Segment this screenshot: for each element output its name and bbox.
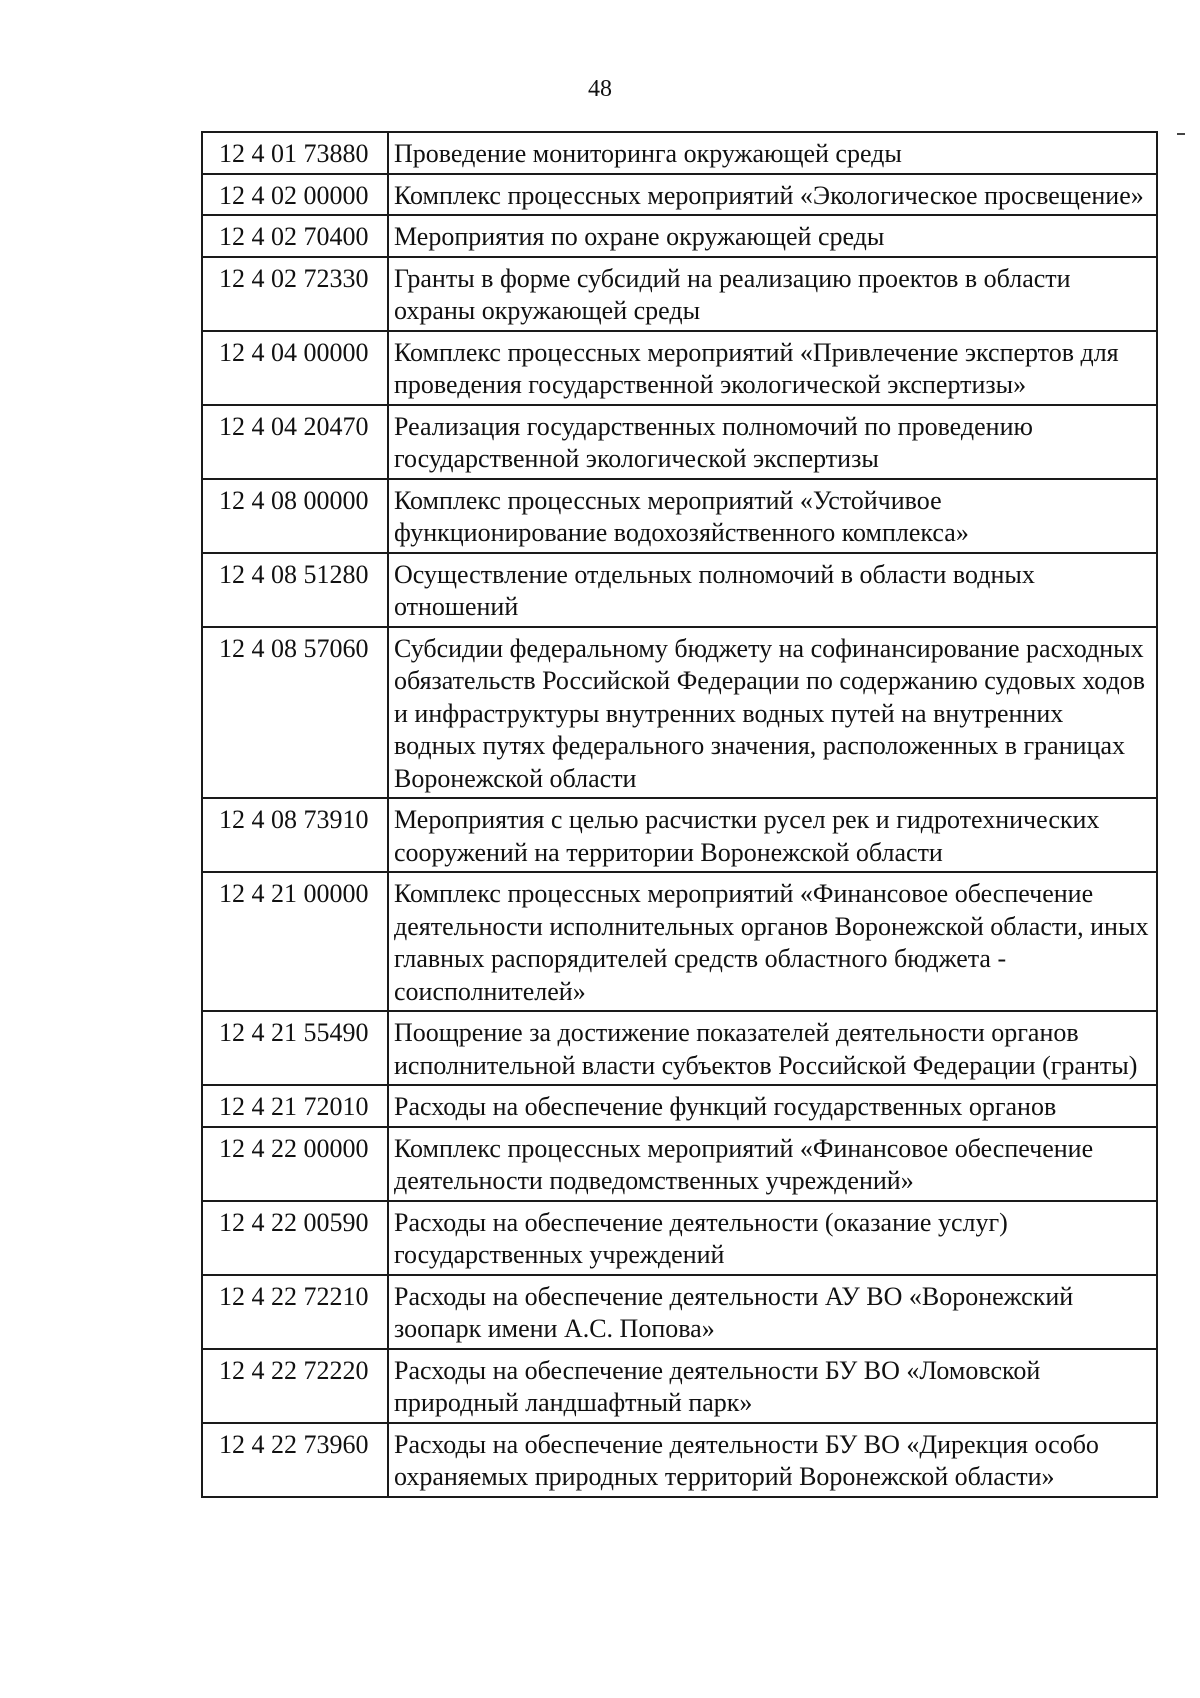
budget-code-cell: 12 4 01 73880 — [202, 132, 388, 174]
expense-description-cell: Мероприятия по охране окружающей среды — [388, 215, 1157, 257]
budget-code-cell: 12 4 04 20470 — [202, 405, 388, 479]
budget-code-cell: 12 4 08 57060 — [202, 627, 388, 799]
budget-code-cell: 12 4 21 72010 — [202, 1085, 388, 1127]
expense-description-cell: Комплекс процессных мероприятий «Привлечение экспертов для проведения государственной экологической экспертизы» — [388, 331, 1157, 405]
budget-code-cell: 12 4 22 73960 — [202, 1423, 388, 1497]
budget-code-cell: 12 4 21 00000 — [202, 872, 388, 1011]
expense-description-cell: Комплекс процессных мероприятий «Экологическое просвещение» — [388, 174, 1157, 216]
expense-description-cell: Расходы на обеспечение функций государственных органов — [388, 1085, 1157, 1127]
budget-code-cell: 12 4 02 00000 — [202, 174, 388, 216]
expense-description-cell: Осуществление отдельных полномочий в области водных отношений — [388, 553, 1157, 627]
expense-description-cell: Расходы на обеспечение деятельности АУ ВО «Воронежский зоопарк имени А.С. Попова» — [388, 1275, 1157, 1349]
budget-codes-table — [201, 131, 1158, 1498]
expense-description-cell: Гранты в форме субсидий на реализацию проектов в области охраны окружающей среды — [388, 257, 1157, 331]
table-row — [202, 1127, 1157, 1201]
expense-description-cell: Расходы на обеспечение деятельности БУ ВО «Ломовской природный ландшафтный парк» — [388, 1349, 1157, 1423]
budget-code-cell: 12 4 08 73910 — [202, 798, 388, 872]
expense-description-cell: Комплекс процессных мероприятий «Финансовое обеспечение деятельности подведомственных учреждений» — [388, 1127, 1157, 1201]
budget-code-cell: 12 4 08 00000 — [202, 479, 388, 553]
table-row — [202, 1085, 1157, 1127]
budget-code-cell: 12 4 21 55490 — [202, 1011, 388, 1085]
page-number: 48 — [588, 76, 612, 102]
budget-code-cell: 12 4 08 51280 — [202, 553, 388, 627]
budget-code-cell: 12 4 22 00590 — [202, 1201, 388, 1275]
table-row — [202, 1275, 1157, 1349]
table-row — [202, 872, 1157, 1011]
table-row — [202, 1201, 1157, 1275]
table-body — [202, 132, 1157, 1497]
table-row — [202, 798, 1157, 872]
table-row — [202, 331, 1157, 405]
scan-edge-mark — [1177, 133, 1185, 135]
table-row — [202, 1423, 1157, 1497]
table-row — [202, 553, 1157, 627]
budget-code-cell: 12 4 02 72330 — [202, 257, 388, 331]
table-row — [202, 1349, 1157, 1423]
budget-code-cell: 12 4 22 72220 — [202, 1349, 388, 1423]
expense-description-cell: Расходы на обеспечение деятельности БУ ВО «Дирекция особо охраняемых природных территорий Воронежской области» — [388, 1423, 1157, 1497]
table-row — [202, 257, 1157, 331]
table-row — [202, 627, 1157, 799]
expense-description-cell: Комплекс процессных мероприятий «Устойчивое функционирование водохозяйственного комплекса» — [388, 479, 1157, 553]
table-row — [202, 174, 1157, 216]
expense-description-cell: Комплекс процессных мероприятий «Финансовое обеспечение деятельности исполнительных органов Воронежской области, иных главных распорядителей средств областного бюджета - соисполнителей» — [388, 872, 1157, 1011]
expense-description-cell: Мероприятия с целью расчистки русел рек и гидротехнических сооружений на территории Воронежской области — [388, 798, 1157, 872]
table-row — [202, 405, 1157, 479]
budget-code-cell: 12 4 22 72210 — [202, 1275, 388, 1349]
table-row — [202, 215, 1157, 257]
expense-description-cell: Расходы на обеспечение деятельности (оказание услуг) государственных учреждений — [388, 1201, 1157, 1275]
budget-code-cell: 12 4 22 00000 — [202, 1127, 388, 1201]
expense-description-cell: Субсидии федеральному бюджету на софинансирование расходных обязательств Российской Федерации по содержанию судовых ходов и инфраструктуры внутренних водных путей на внутренних водных путях федерального значения, расположенных в границах Воронежской области — [388, 627, 1157, 799]
expense-description-cell: Реализация государственных полномочий по проведению государственной экологической экспертизы — [388, 405, 1157, 479]
budget-code-cell: 12 4 02 70400 — [202, 215, 388, 257]
budget-code-cell: 12 4 04 00000 — [202, 331, 388, 405]
expense-description-cell: Поощрение за достижение показателей деятельности органов исполнительной власти субъектов Российской Федерации (гранты) — [388, 1011, 1157, 1085]
table-row — [202, 479, 1157, 553]
table-row — [202, 132, 1157, 174]
expense-description-cell: Проведение мониторинга окружающей среды — [388, 132, 1157, 174]
table-row — [202, 1011, 1157, 1085]
